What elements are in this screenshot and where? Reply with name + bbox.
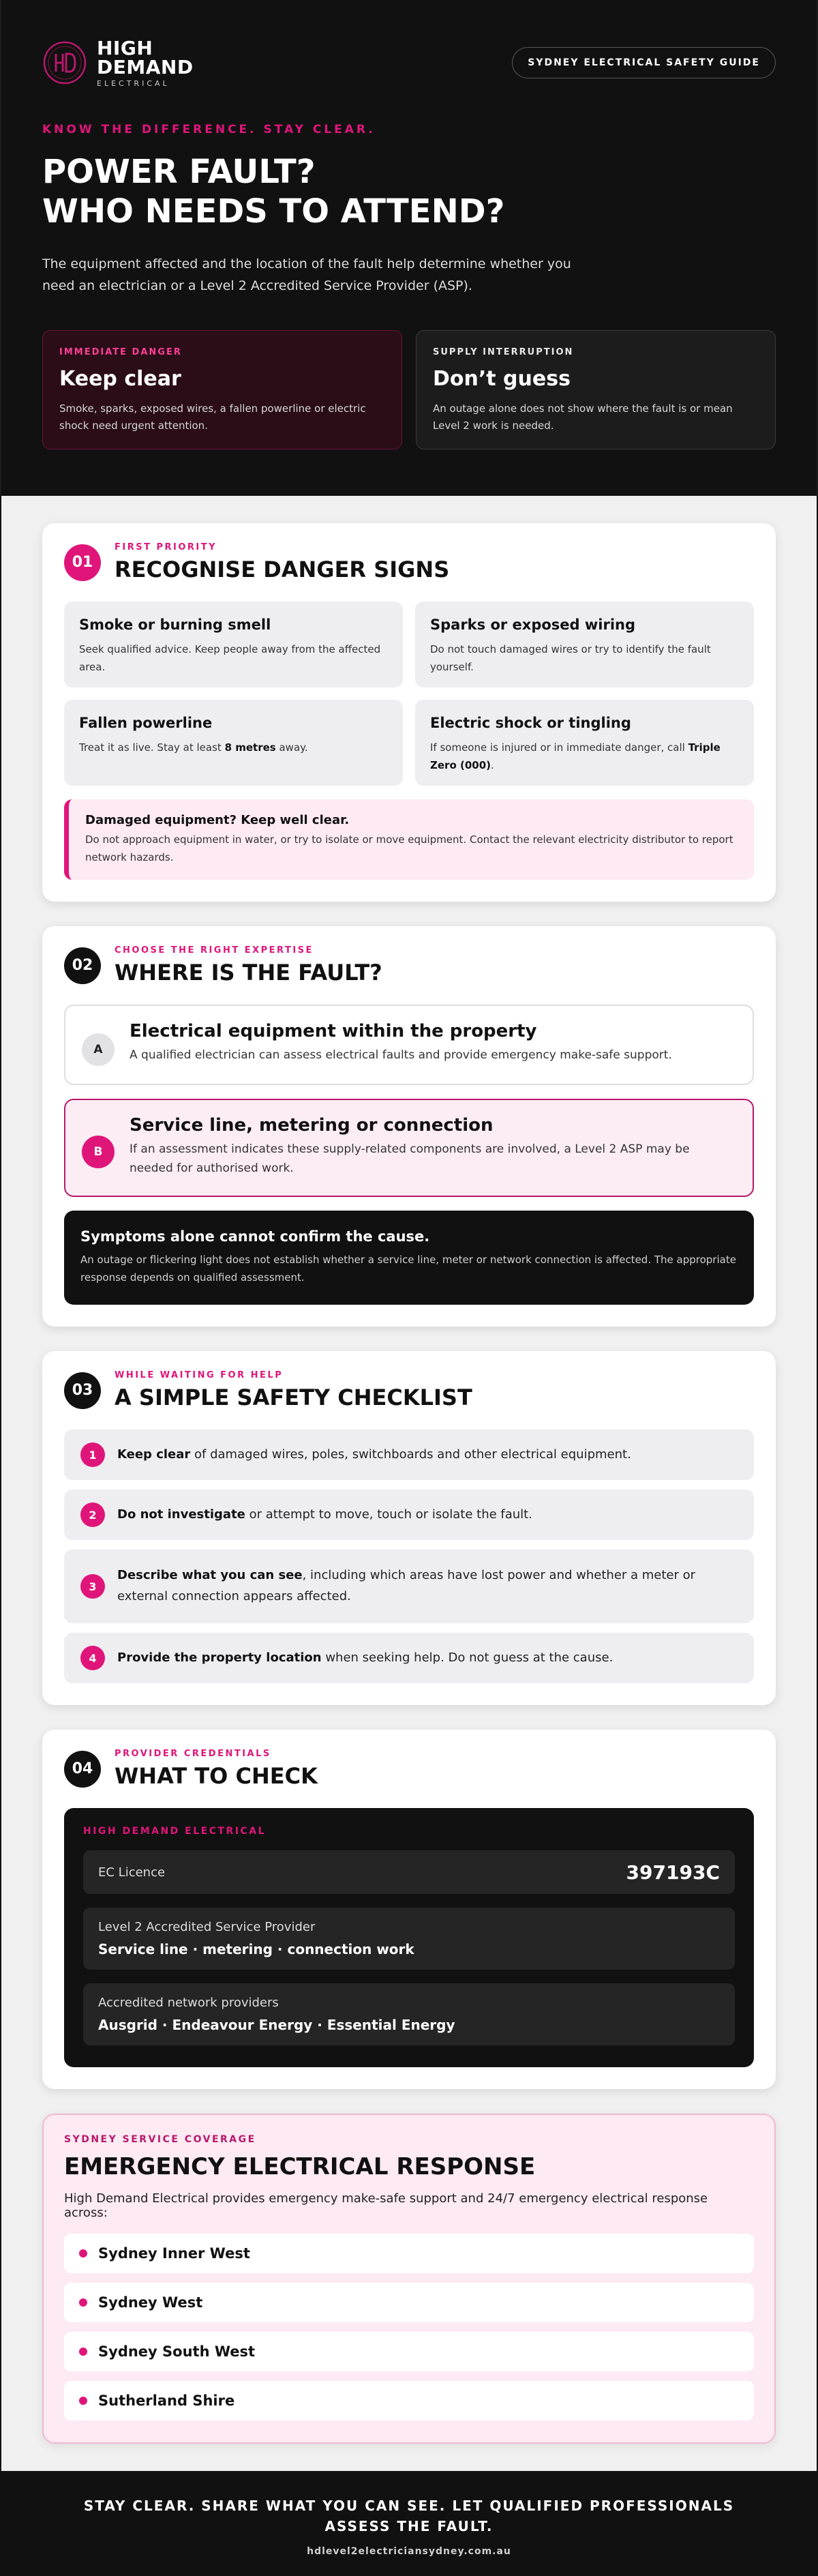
hero-cards (42, 330, 776, 449)
section-title: WHAT TO CHECK (115, 1763, 318, 1789)
brand-line-2: DEMAND (97, 55, 194, 78)
section-eyebrow: FIRST PRIORITY (115, 542, 217, 552)
immediate-danger-card (42, 330, 402, 449)
emergency-number: Triple Zero (000) (430, 741, 721, 771)
network-label: Accredited network providers (98, 1996, 279, 2010)
checklist-text: Describe what you can see, including which areas have lost power and whether a meter or external connection appears affected. (117, 1568, 696, 1603)
bullet-dot-icon (79, 2298, 87, 2307)
section-header (64, 1370, 754, 1410)
hero-subtitle: The equipment affected and the location of the fault help determine whether you need an electrician or a Level 2 Accredited Service Provider (ASP). (42, 256, 571, 294)
section-header (64, 945, 754, 986)
main-content (0, 496, 818, 2471)
area-name: Sydney West (98, 2294, 203, 2311)
danger-sign-item (415, 700, 754, 786)
hero-title: POWER FAULT? WHO NEEDS TO ATTEND? (42, 153, 505, 231)
network-value: Ausgrid · Endeavour Energy · Essential Energy (98, 2017, 455, 2033)
damaged-equipment-alert (64, 799, 754, 880)
credentials-section (42, 1730, 776, 2089)
option-description: If an assessment indicates these supply-related components are involved, a Level 2 ASP may be needed for authorised work. (130, 1142, 690, 1176)
asp-row (83, 1908, 735, 1970)
item-title: Smoke or burning smell (79, 617, 271, 633)
area-name: Sydney South West (98, 2343, 256, 2360)
footer-tagline: STAY CLEAR. SHARE WHAT YOU CAN SEE. LET QUALIFIED PROFESSIONALS ASSESS THE FAULT. (83, 2498, 735, 2534)
checklist-item (64, 1550, 754, 1623)
guide-pill: SYDNEY ELECTRICAL SAFETY GUIDE (512, 47, 776, 78)
option-letter: B (82, 1136, 115, 1168)
card-title: Keep clear (59, 366, 181, 391)
section-eyebrow: PROVIDER CREDENTIALS (115, 1749, 271, 1759)
asp-value: Service line · metering · connection work (98, 1941, 414, 1957)
area-name: Sydney Inner West (98, 2245, 250, 2262)
footer (0, 2471, 818, 2576)
brand-line-3: ELECTRICAL (97, 78, 170, 88)
danger-signs-section (42, 523, 776, 902)
footer-website-link[interactable]: hdlevel2electriciansydney.com.au (307, 2546, 511, 2557)
brand-wordmark (97, 36, 194, 88)
item-description: Treat it as live. Stay at least 8 metres away. (79, 741, 308, 754)
alert-title: Damaged equipment? Keep well clear. (85, 813, 350, 827)
card-description: Smoke, sparks, exposed wires, a fallen powerline or electric shock need urgent attention. (59, 402, 366, 432)
note-title: Symptoms alone cannot confirm the cause. (80, 1228, 430, 1245)
credentials-kicker: HIGH DEMAND ELECTRICAL (83, 1826, 267, 1837)
coverage-area-item (64, 2283, 754, 2322)
alert-description: Do not approach equipment in water, or try to isolate or move equipment. Contact the relevant electricity distributor to report network hazards. (85, 833, 733, 863)
section-header (64, 1749, 754, 1789)
distance-value: 8 metres (224, 741, 276, 754)
option-description: A qualified electrician can assess electrical faults and provide emergency make-safe support. (130, 1048, 672, 1062)
coverage-description: High Demand Electrical provides emergency make-safe support and 24/7 emergency electrical response across: (64, 2191, 708, 2220)
checklist-text: Do not investigate or attempt to move, touch or isolate the fault. (117, 1507, 532, 1522)
fault-location-section (42, 926, 776, 1327)
licence-row (83, 1850, 735, 1894)
brand-logo[interactable] (42, 36, 194, 88)
section-number: 04 (64, 1751, 101, 1788)
bullet-dot-icon (79, 2249, 87, 2257)
card-kicker: SUPPLY INTERRUPTION (433, 346, 574, 357)
checklist-number: 1 (80, 1442, 105, 1467)
checklist-text: Provide the property location when seeking help. Do not guess at the cause. (117, 1650, 614, 1665)
section-eyebrow: CHOOSE THE RIGHT EXPERTISE (115, 945, 314, 956)
item-description: If someone is injured or in immediate danger, call Triple Zero (000). (430, 741, 721, 771)
coverage-area-item (64, 2381, 754, 2420)
symptoms-note (64, 1211, 754, 1305)
checklist-item (64, 1430, 754, 1480)
hde-monogram-logo-icon (42, 40, 87, 85)
card-kicker: IMMEDIATE DANGER (59, 346, 182, 357)
section-number: 03 (64, 1372, 101, 1409)
section-eyebrow: WHILE WAITING FOR HELP (115, 1370, 284, 1380)
danger-sign-item (64, 602, 403, 687)
checklist (64, 1430, 754, 1683)
checklist-number: 2 (80, 1502, 105, 1527)
hero-section (0, 0, 818, 496)
checklist-item (64, 1490, 754, 1540)
area-name: Sutherland Shire (98, 2393, 235, 2409)
section-number: 02 (64, 947, 101, 984)
option-title: Electrical equipment within the property (130, 1021, 537, 1041)
item-title: Electric shock or tingling (430, 715, 631, 731)
item-description: Seek qualified advice. Keep people away from the affected area. (79, 643, 381, 673)
bullet-dot-icon (79, 2397, 87, 2405)
service-coverage-section (42, 2114, 776, 2444)
checklist-item (64, 1633, 754, 1683)
checklist-number: 4 (80, 1646, 105, 1670)
checklist-number: 3 (80, 1574, 105, 1599)
option-b-service-line (64, 1099, 754, 1197)
hero-header (42, 36, 776, 88)
section-header (64, 542, 754, 582)
hero-eyebrow: KNOW THE DIFFERENCE. STAY CLEAR. (42, 123, 376, 136)
supply-interruption-card (416, 330, 776, 449)
coverage-area-item (64, 2234, 754, 2273)
item-title: Sparks or exposed wiring (430, 617, 636, 633)
coverage-title: EMERGENCY ELECTRICAL RESPONSE (64, 2153, 536, 2180)
checklist-text: Keep clear of damaged wires, poles, switchboards and other electrical equipment. (117, 1447, 631, 1462)
licence-number: 397193C (626, 1861, 720, 1884)
danger-sign-item (415, 602, 754, 687)
section-title: WHERE IS THE FAULT? (115, 960, 382, 986)
card-description: An outage alone does not show where the fault is or mean Level 2 work is needed. (433, 402, 733, 432)
credentials-box (64, 1808, 754, 2067)
safety-checklist-section (42, 1351, 776, 1705)
option-letter: A (82, 1033, 115, 1066)
coverage-areas (64, 2234, 754, 2420)
licence-label: EC Licence (98, 1865, 166, 1880)
note-description: An outage or flickering light does not establish whether a service line, meter or network connection is affected. The appropriate response depends on qualified assessment. (80, 1254, 736, 1284)
section-title: A SIMPLE SAFETY CHECKLIST (115, 1385, 472, 1410)
bullet-dot-icon (79, 2348, 87, 2356)
option-title: Service line, metering or connection (130, 1115, 494, 1136)
coverage-eyebrow: SYDNEY SERVICE COVERAGE (64, 2134, 256, 2145)
brand-line-1: HIGH (97, 36, 153, 59)
option-a-property-equipment (64, 1005, 754, 1085)
danger-signs-grid (64, 602, 754, 786)
item-description: Do not touch damaged wires or try to identify the fault yourself. (430, 643, 711, 673)
asp-label: Level 2 Accredited Service Provider (98, 1920, 316, 1934)
item-title: Fallen powerline (79, 715, 213, 731)
danger-sign-item (64, 700, 403, 786)
network-providers-row (83, 1983, 735, 2045)
coverage-area-item (64, 2332, 754, 2371)
section-title: RECOGNISE DANGER SIGNS (115, 557, 450, 582)
section-number: 01 (64, 544, 101, 581)
card-title: Don’t guess (433, 366, 571, 391)
